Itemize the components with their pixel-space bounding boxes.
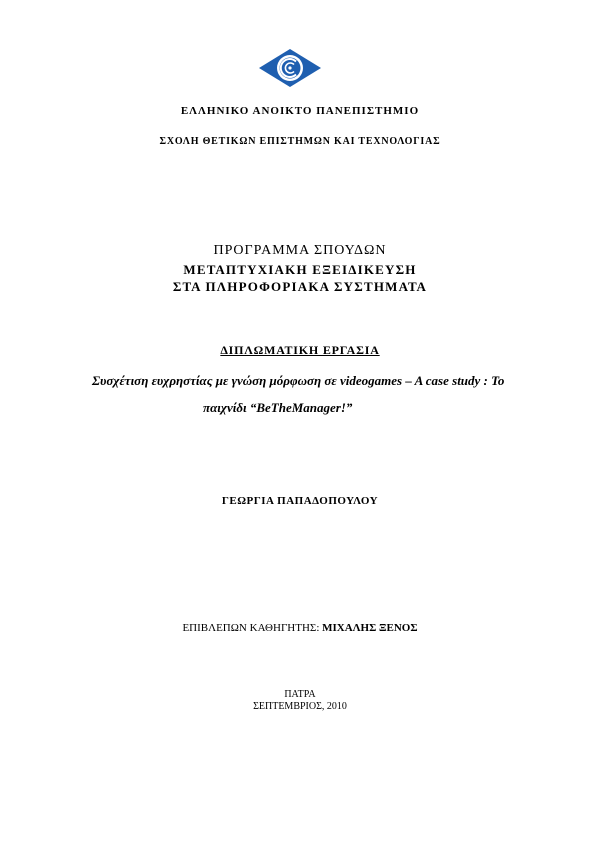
university-logo-icon (258, 48, 322, 88)
university-name: ΕΛΛΗΝΙΚΟ ΑΝΟΙΚΤΟ ΠΑΝΕΠΙΣΤΗΜΙΟ (180, 105, 420, 117)
thesis-title-line-2: παιχνίδι “BeTheManager!” (203, 400, 353, 415)
specialization-line-2: ΣΤΑ ΠΛΗΡΟΦΟΡΙΑΚΑ ΣΥΣΤΗΜΑΤΑ (172, 279, 428, 294)
supervisor-name: ΜΙΧΑΛΗΣ ΞΕΝΟΣ (322, 622, 418, 634)
supervisor-line (0, 622, 600, 634)
program-label: ΠΡΟΓΡΑΜΜΑ ΣΠΟΥΔΩΝ (213, 243, 387, 258)
date: ΣΕΠΤΕΜΒΡΙΟΣ, 2010 (253, 701, 347, 712)
school-name: ΣΧΟΛΗ ΘΕΤΙΚΩΝ ΕΠΙΣΤΗΜΩΝ ΚΑΙ ΤΕΧΝΟΛΟΓΙΑΣ (159, 136, 441, 147)
thesis-title-line-1: Συσχέτιση ευχρηστίας με γνώση μόρφωση σε videogames – A case study : Το (92, 373, 505, 388)
specialization-line-1: ΜΕΤΑΠΤΥΧΙΑΚΗ ΕΞΕΙΔΙΚΕΥΣΗ (183, 262, 417, 277)
supervisor-label: ΕΠΙΒΛΕΠΩΝ ΚΑΘΗΓΗΤΗΣ: (182, 622, 323, 634)
thesis-heading: ΔΙΠΛΩΜΑΤΙΚΗ ΕΡΓΑΣΙΑ (220, 343, 380, 357)
city: ΠΑΤΡΑ (284, 689, 316, 700)
author-name: ΓΕΩΡΓΙΑ ΠΑΠΑΔΟΠΟΥΛΟΥ (221, 495, 379, 507)
